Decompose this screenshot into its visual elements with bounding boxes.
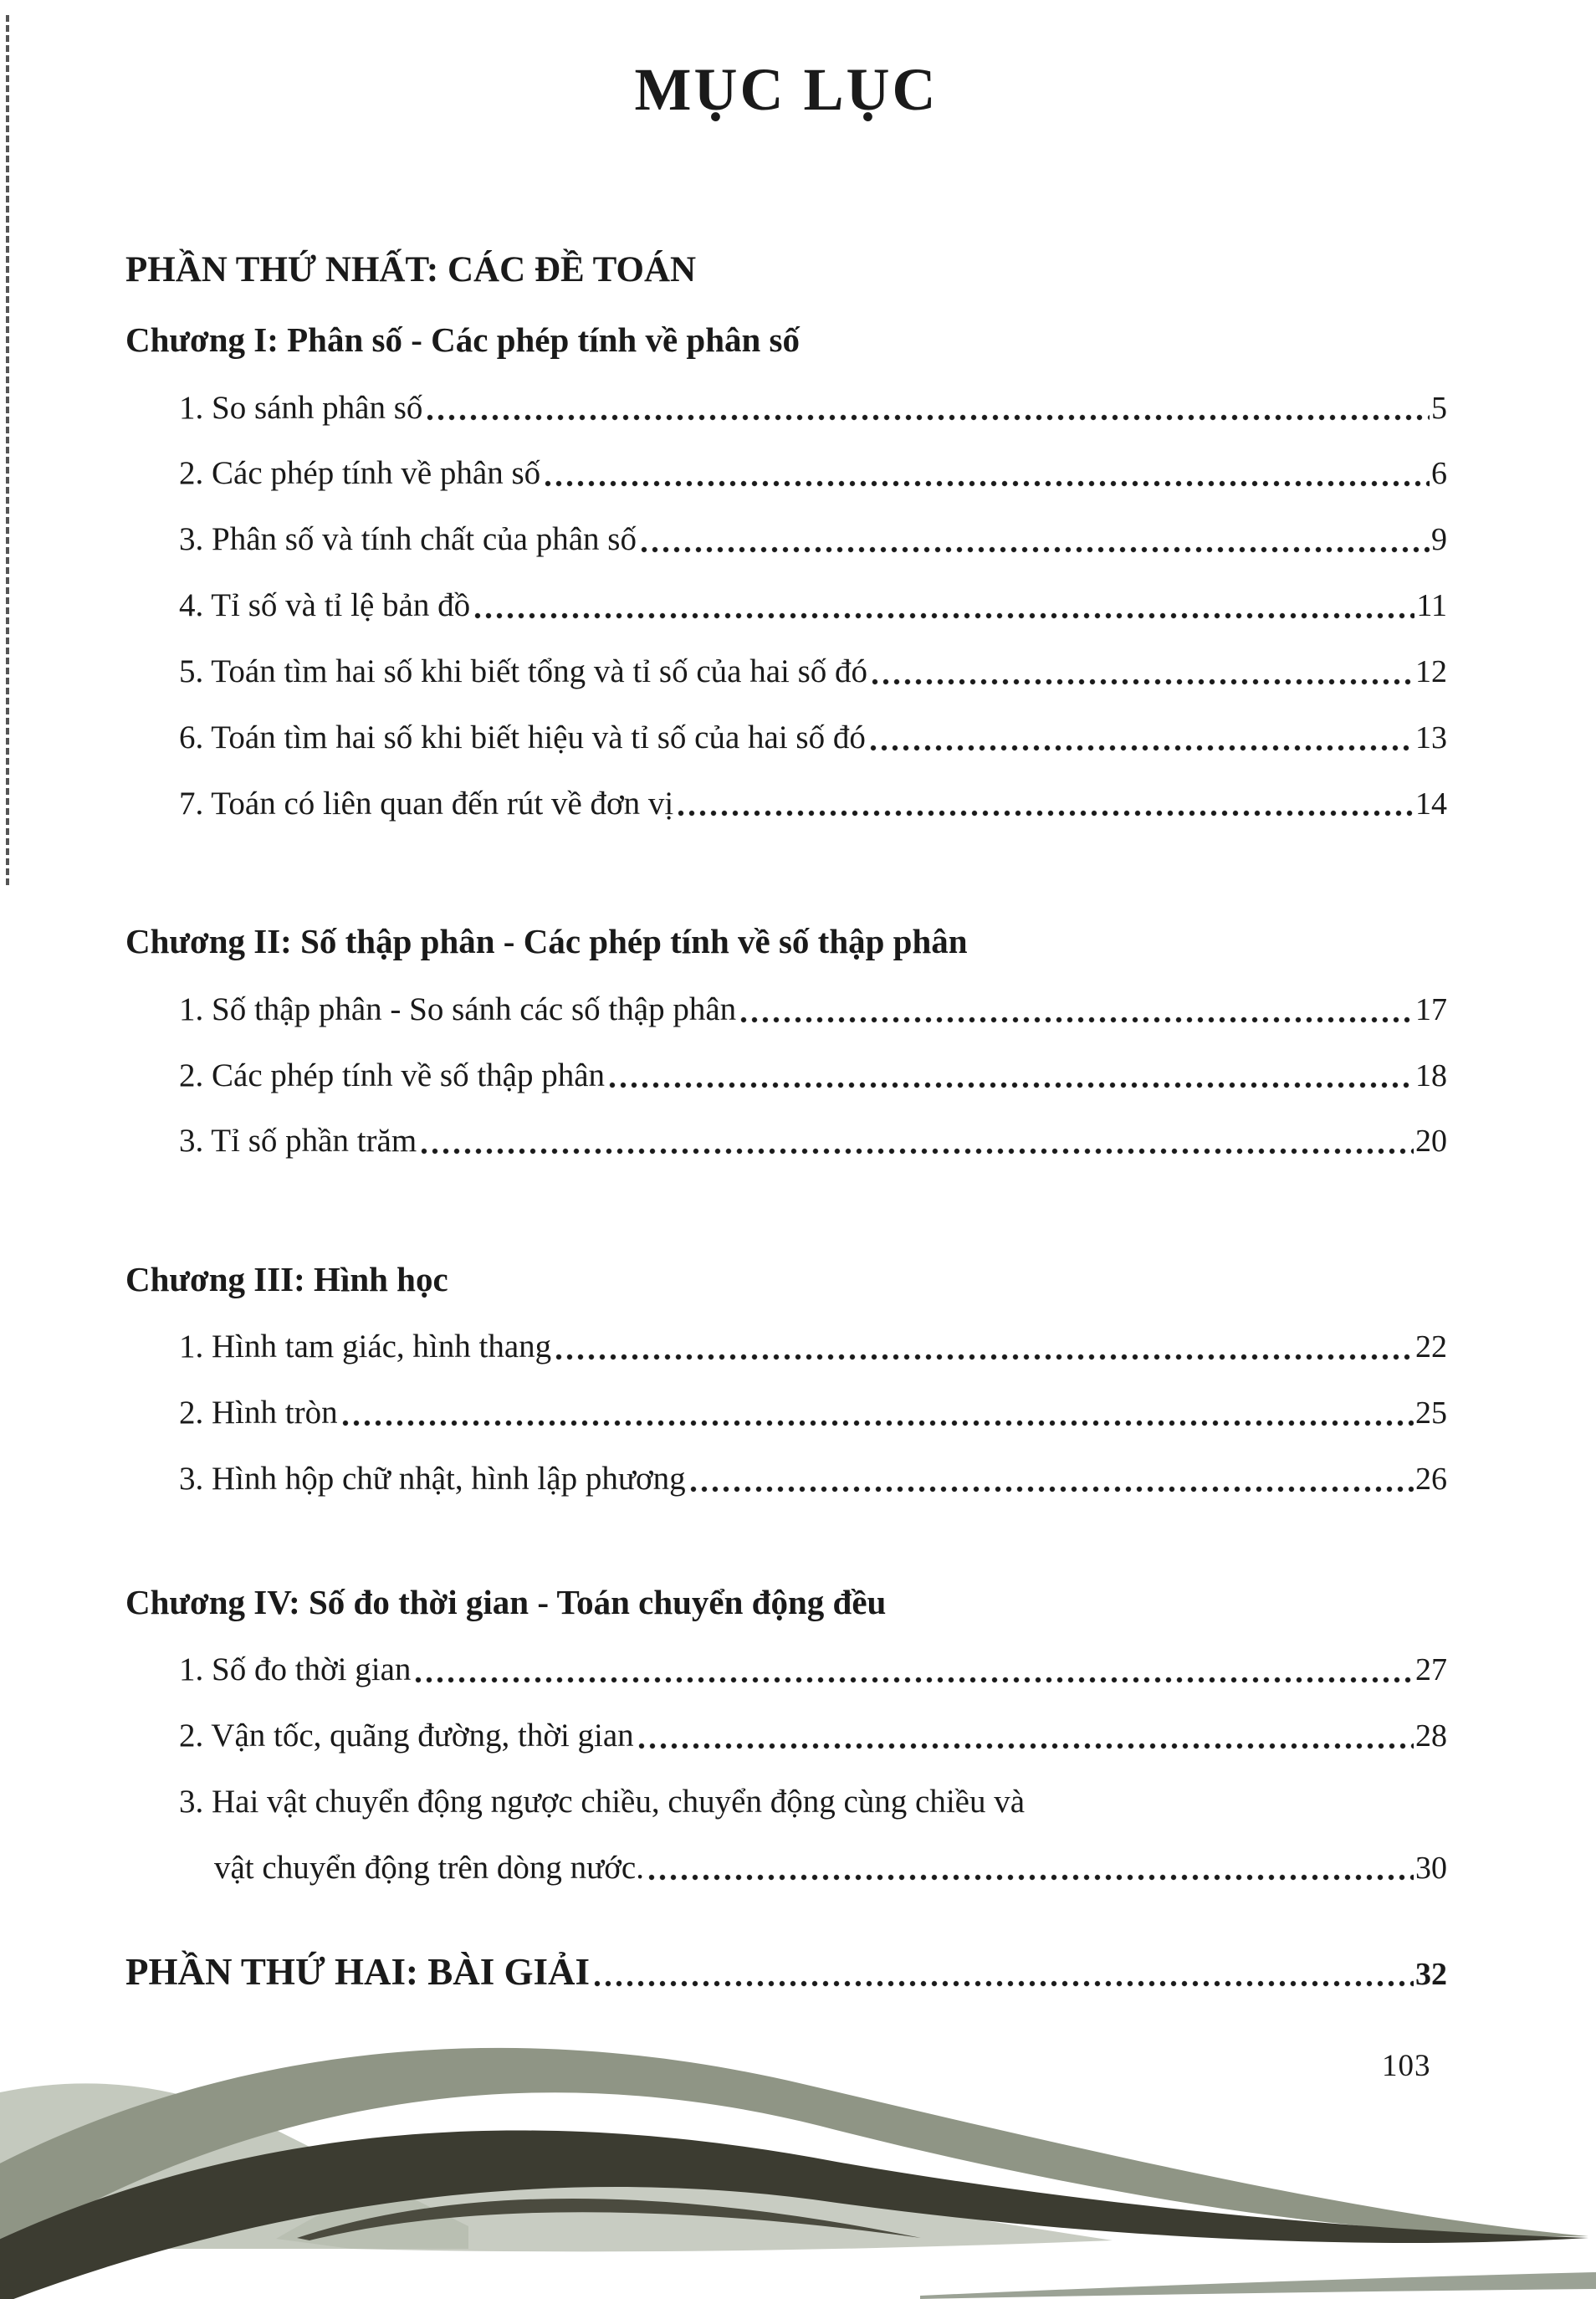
chapter-2 <box>125 921 1447 1160</box>
chapter-3 <box>125 1259 1447 1498</box>
dot-leader <box>427 414 1430 421</box>
chapter-1-title: Chương I: Phân số - Các phép tính về phân số <box>125 320 801 360</box>
toc-item <box>125 1651 1447 1689</box>
dot-leader <box>555 1354 1414 1360</box>
chapter-4 <box>125 1582 1447 1887</box>
toc-item <box>125 1123 1447 1160</box>
toc-item <box>125 653 1447 691</box>
toc-item-page: 12 <box>1415 653 1447 689</box>
toc-item-page: 6 <box>1431 456 1447 492</box>
part1-title: PHẦN THỨ NHẤT: CÁC ĐỀ TOÁN <box>125 249 697 289</box>
toc-item-label: 3. Hai vật chuyển động ngược chiều, chuyển động cùng chiều và <box>179 1783 1026 1820</box>
page-title: MỤC LỤC <box>634 56 939 123</box>
swoosh-decoration-graphic <box>0 2030 1596 2299</box>
toc-item-label: 3. Hình hộp chữ nhật, hình lập phương <box>179 1461 686 1498</box>
toc-item-label: 6. Toán tìm hai số khi biết hiệu và tỉ số của hai số đó <box>179 719 866 755</box>
toc-item <box>125 1057 1447 1095</box>
toc-item <box>125 455 1447 493</box>
part2-row <box>125 1949 1447 1994</box>
toc-item-label: vật chuyển động trên dòng nước. <box>214 1849 644 1886</box>
toc-item <box>125 719 1447 757</box>
dot-leader <box>870 745 1414 751</box>
folio-page-number: 103 <box>1382 2049 1431 2083</box>
toc-item <box>125 390 1447 428</box>
chapter-4-title: Chương IV: Số đo thời gian - Toán chuyển động đều <box>125 1582 887 1621</box>
toc-item-label: 2. Các phép tính về số thập phân <box>179 1057 606 1093</box>
chapter-1 <box>125 320 1447 822</box>
toc-item-page: 27 <box>1415 1652 1447 1688</box>
dot-leader <box>641 546 1430 553</box>
toc-item <box>125 1784 1447 1821</box>
dot-leader <box>421 1148 1414 1155</box>
toc-item-page: 11 <box>1416 588 1447 624</box>
toc-item-label: 1. So sánh phân số <box>179 389 423 426</box>
dot-leader <box>690 1486 1414 1493</box>
toc-item-page: 18 <box>1415 1057 1447 1093</box>
toc-item-label: 5. Toán tìm hai số khi biết tổng và tỉ số của hai số đó <box>179 653 868 689</box>
toc-item <box>125 1718 1447 1755</box>
chapter-2-title: Chương II: Số thập phân - Các phép tính về số thập phân <box>125 922 968 961</box>
dot-leader <box>545 480 1430 487</box>
toc-item-page: 28 <box>1415 1718 1447 1754</box>
toc-item <box>125 587 1447 625</box>
toc-item-label: 3. Tỉ số phần trăm <box>179 1123 417 1160</box>
toc-item <box>125 1395 1447 1432</box>
toc-item-page: 25 <box>1415 1395 1447 1431</box>
toc-item-page: 17 <box>1415 991 1447 1027</box>
dot-leader <box>474 612 1414 619</box>
dot-leader <box>872 678 1414 685</box>
dot-leader <box>609 1082 1414 1088</box>
toc-item-label: 2. Hình tròn <box>179 1395 338 1431</box>
toc-item-page: 20 <box>1415 1124 1447 1160</box>
scan-binding-artifact <box>6 15 9 885</box>
toc-item-label: 7. Toán có liên quan đến rút về đơn vị <box>179 785 674 822</box>
toc-item-page: 13 <box>1415 719 1447 755</box>
dot-leader <box>678 810 1414 817</box>
toc-item <box>125 991 1447 1029</box>
dot-leader <box>342 1420 1414 1426</box>
part2-page: 32 <box>1415 1957 1447 1993</box>
toc-item <box>125 1329 1447 1366</box>
toc-item-page: 5 <box>1431 390 1447 426</box>
toc-item-continuation <box>125 1850 1447 1887</box>
toc-item-label: 1. Số đo thời gian <box>179 1651 412 1688</box>
toc-item <box>125 521 1447 559</box>
toc-item-label: 2. Các phép tính về phân số <box>179 455 541 492</box>
toc-item-page: 9 <box>1431 522 1447 558</box>
part2-title: PHẦN THỨ HAI: BÀI GIẢI <box>125 1951 591 1994</box>
band-bottom-right <box>920 2272 1596 2299</box>
toc-item <box>125 1461 1447 1498</box>
toc-item-label: 3. Phân số và tính chất của phân số <box>179 521 637 558</box>
chapter-3-title: Chương III: Hình học <box>125 1260 448 1299</box>
toc-item-label: 2. Vận tốc, quãng đường, thời gian <box>179 1717 634 1754</box>
toc-item-label: 1. Hình tam giác, hình thang <box>179 1329 552 1365</box>
dot-leader <box>638 1743 1414 1749</box>
dot-leader <box>740 1016 1414 1023</box>
dot-leader <box>648 1874 1414 1881</box>
toc-item-label: 1. Số thập phân - So sánh các số thập phân <box>179 991 737 1027</box>
dot-leader <box>594 1980 1414 1987</box>
toc-item-page: 26 <box>1415 1462 1447 1498</box>
dot-leader <box>415 1677 1414 1683</box>
toc-item <box>125 786 1447 823</box>
toc-item-page: 14 <box>1415 786 1447 822</box>
toc-item-page: 22 <box>1415 1329 1447 1365</box>
toc-item-page: 30 <box>1415 1850 1447 1886</box>
toc-page-content <box>125 0 1447 1994</box>
toc-item-label: 4. Tỉ số và tỉ lệ bản đồ <box>179 587 471 624</box>
